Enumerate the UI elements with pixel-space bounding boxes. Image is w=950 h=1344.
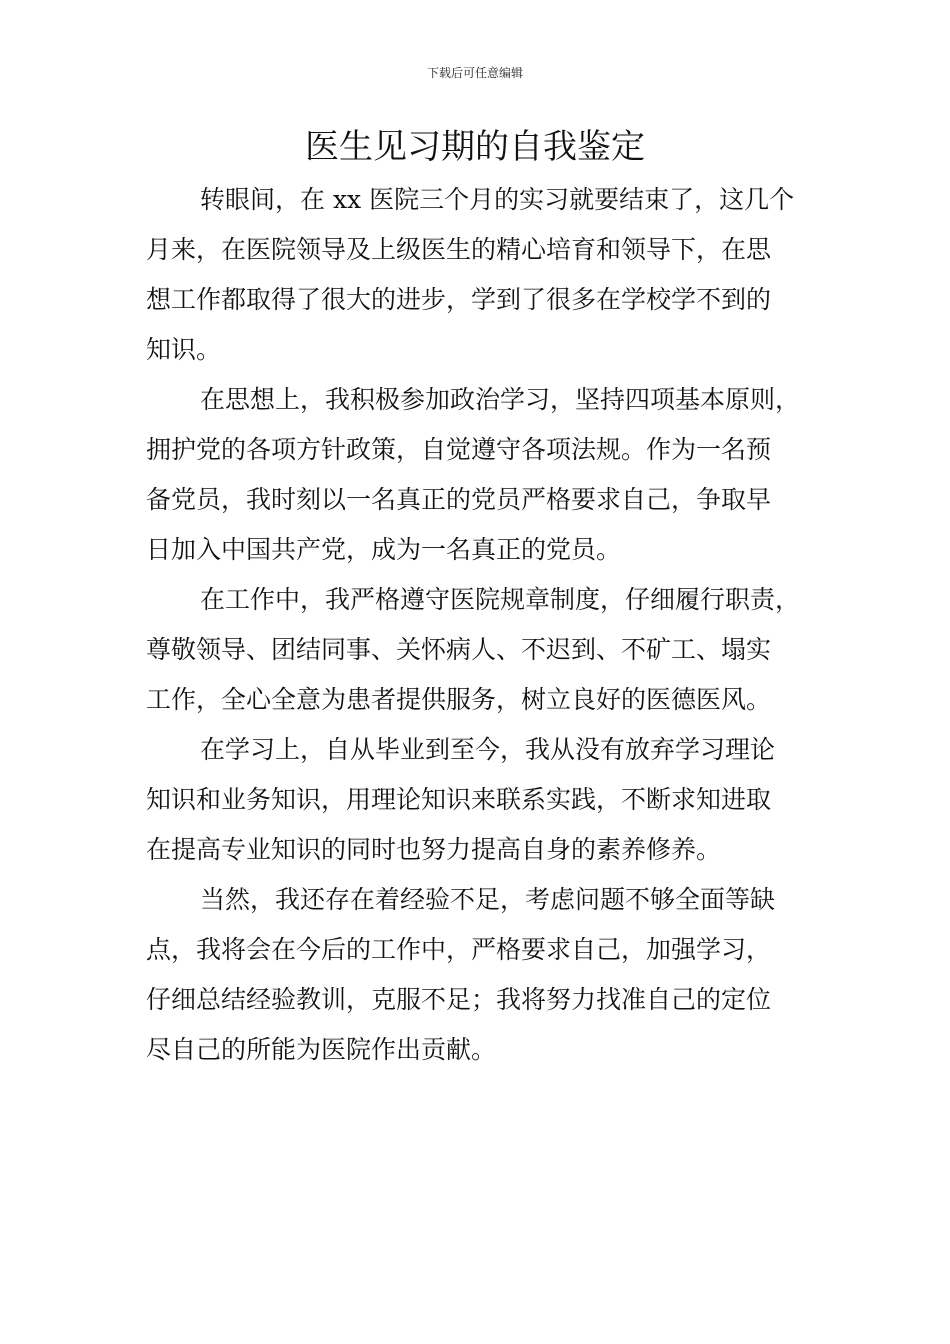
text-line: 转眼间，在 xx 医院三个月的实习就要结束了，这几个 [200,185,795,214]
text-line: 知识和业务知识，用理论知识来联系实践，不断求知进取 [146,785,772,814]
text-line: 知识。 [146,335,222,364]
text-line: 在思想上，我积极参加政治学习，坚持四项基本原则， [200,385,801,414]
text-line: 工作，全心全意为患者提供服务，树立良好的医德医风。 [146,685,772,714]
text-line: 月来，在医院领导及上级医生的精心培育和领导下，在思 [146,235,772,264]
paragraph [146,875,812,1075]
text-line: 当然，我还存在着经验不足，考虑问题不够全面等缺 [200,885,776,914]
text-line: 在学习上，自从毕业到至今，我从没有放弃学习理论 [200,735,776,764]
text-line: 想工作都取得了很大的进步，学到了很多在学校学不到的 [146,285,772,314]
text-line: 在工作中，我严格遵守医院规章制度，仔细履行职责， [200,585,801,614]
text-line: 尊敬领导、团结同事、关怀病人、不迟到、不矿工、塌实 [146,635,772,664]
paragraph [146,175,812,375]
text-line: 拥护党的各项方针政策，自觉遵守各项法规。作为一名预 [146,435,772,464]
text-line: 仔细总结经验教训，克服不足；我将努力找准自己的定位 [146,985,772,1014]
text-line: 尽自己的所能为医院作出贡献。 [146,1035,497,1064]
header-note: 下载后可任意编辑 [426,66,523,80]
text-line: 备党员，我时刻以一名真正的党员严格要求自己，争取早 [146,485,772,514]
paragraph [146,575,812,725]
text-line: 日加入中国共产党，成为一名真正的党员。 [146,535,622,564]
document-title: 医生见习期的自我鉴定 [305,127,645,167]
document-body [146,175,812,1075]
text-line: 在提高专业知识的同时也努力提高自身的素养修养。 [146,835,722,864]
paragraph [146,725,812,875]
text-line: 点，我将会在今后的工作中，严格要求自己，加强学习， [146,935,772,964]
paragraph [146,375,812,575]
